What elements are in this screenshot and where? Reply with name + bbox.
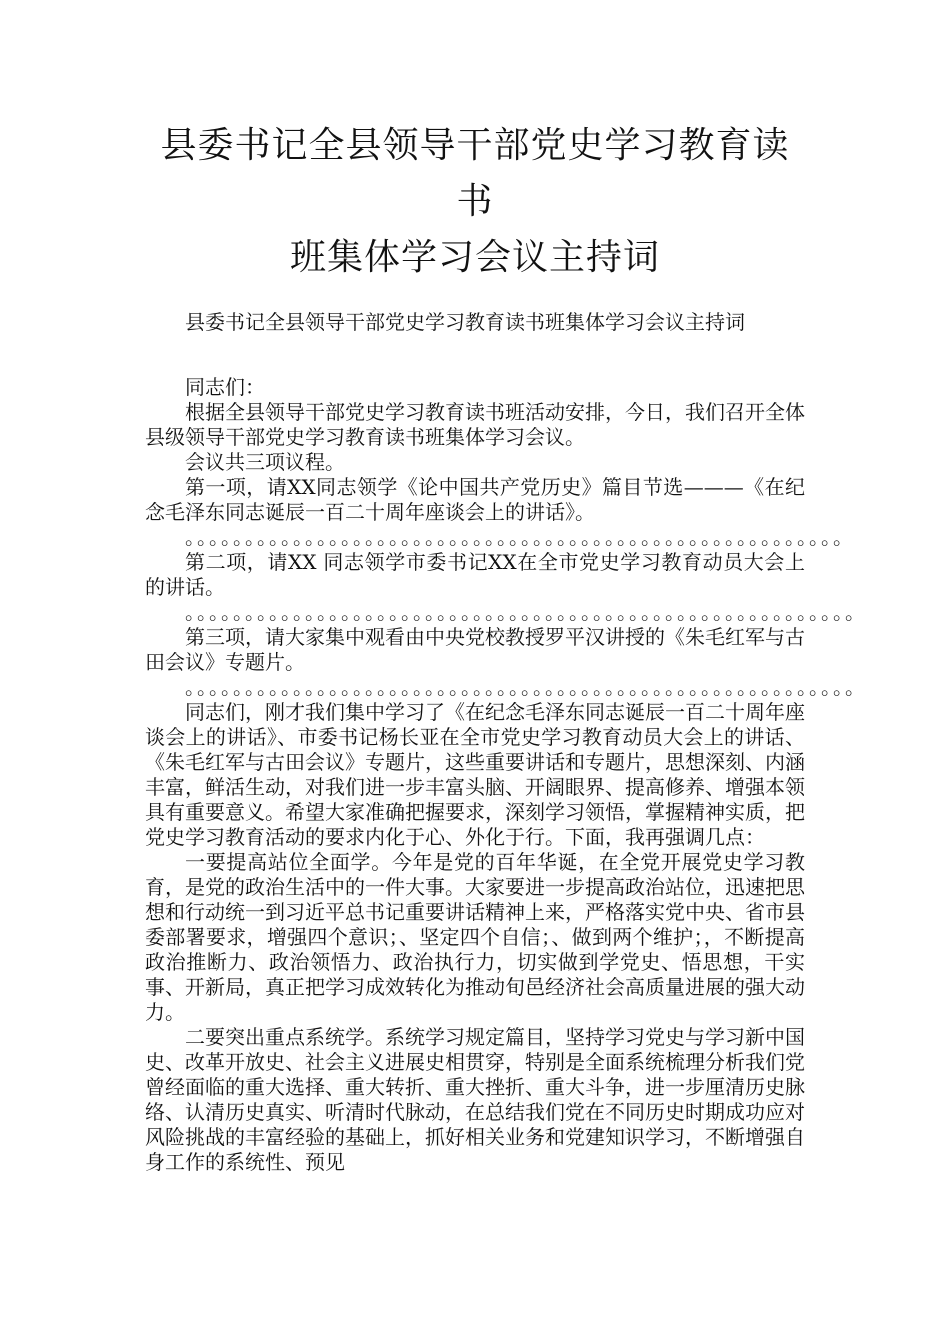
greeting: 同志们： [185, 375, 265, 399]
document-subtitle: 县委书记全县领导干部党史学习教育读书班集体学习会议主持词 [185, 310, 745, 334]
paragraph-intro: 根据全县领导干部党史学习教育读书班活动安排，今日，我们召开全体县级领导干部党史学习教育读书班集体学习会议。 [145, 400, 805, 449]
paragraph-item-1: 第一项，请XX同志领学《论中国共产党历史》篇目节选———《在纪念毛泽东同志诞辰一百二十周年座谈会上的讲话》。 [145, 475, 805, 524]
title-line-1: 县委书记全县领导干部党史学习教育读书 [160, 125, 790, 222]
ellipsis-dots-3: 。。。。。。。。。。。。。。。。。。。。。。。。。。。。。。。。。。。。。。。。。。。。。。。。。。。。。。。。 [185, 675, 867, 699]
paragraph-agenda: 会议共三项议程。 [185, 450, 345, 474]
paragraph-point-1: 一要提高站位全面学。今年是党的百年华诞，在全党开展党史学习教育，是党的政治生活中的一件大事。大家要进一步提高政治站位，迅速把思想和行动统一到习近平总书记重要讲话精神上来，严格落实党中央、省市县委部署要求，增强四个意识；、坚定四个自信；、做到两个维护；，不断提高政治推断力、政治领悟力、政治执行力，切实做到学党史、悟思想，干实事、开新局，真正把学习成效转化为推动旬邑经济社会高质量进展的强大动力。 [145, 850, 805, 1024]
paragraph-item-3: 第三项，请大家集中观看由中央党校教授罗平汉讲授的《朱毛红军与古田会议》专题片。 [145, 625, 805, 674]
document-page [145, 118, 867, 1175]
ellipsis-dots-2: 。。。。。。。。。。。。。。。。。。。。。。。。。。。。。。。。。。。。。。。。。。。。。。。。。。。。。。。。 [185, 600, 867, 624]
ellipsis-dots-1: 。。。。。。。。。。。。。。。。。。。。。。。。。。。。。。。。。。。。。。。。。。。。。。。。。。。。。。。 [185, 525, 855, 549]
paragraph-summary: 同志们，刚才我们集中学习了《在纪念毛泽东同志诞辰一百二十周年座谈会上的讲话》、市委书记杨长亚在全市党史学习教育动员大会上的讲话、《朱毛红军与古田会议》专题片，这些重要讲话和专题片，思想深刻、内涵丰富，鲜活生动，对我们进一步丰富头脑、开阔眼界、提高修养、增强本领具有重要意义。希望大家准确把握要求，深刻学习领悟，掌握精神实质，把党史学习教育活动的要求内化于心、外化于行。下面，我再强调几点： [145, 700, 805, 849]
paragraph-point-2: 二要突出重点系统学。系统学习规定篇目，坚持学习党史与学习新中国史、改革开放史、社会主义进展史相贯穿，特别是全面系统梳理分析我们党曾经面临的重大选择、重大转折、重大挫折、重大斗争，进一步厘清历史脉络、认清历史真实、听清时代脉动，在总结我们党在不同历史时期成功应对风险挑战的丰富经验的基础上，抓好相关业务和党建知识学习，不断增强自身工作的系统性、预见 [145, 1025, 805, 1174]
paragraph-item-2: 第二项，请XX 同志领学市委书记XX在全市党史学习教育动员大会上的讲话。 [145, 550, 805, 599]
title-line-2: 班集体学习会议主持词 [289, 237, 660, 278]
document-title [145, 118, 805, 286]
